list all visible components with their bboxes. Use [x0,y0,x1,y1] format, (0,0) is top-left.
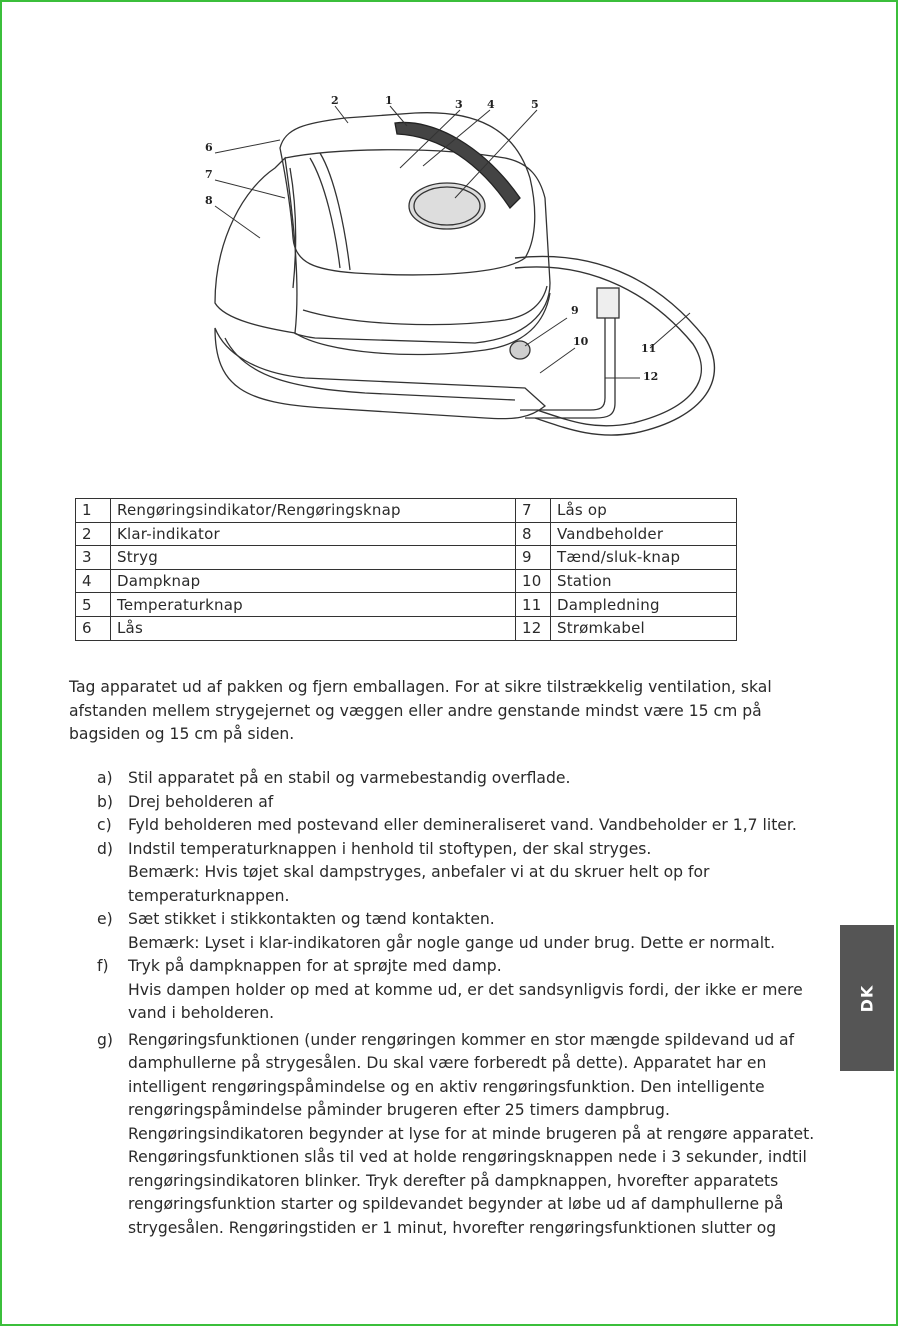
intro-paragraph: Tag apparatet ud af pakken og fjern emballagen. For at sikre tilstrækkelig ventilation, skal afstanden mellem strygejernet og væggen eller andre genstande mindst være 15 cm på bagsiden og 15 cm på siden. [69,678,772,743]
callout-10: 10 [573,335,589,348]
step-note: Bemærk: Hvis tøjet skal dampstryges, anbefaler vi at du skruer helt op for temperaturknappen. [128,863,710,905]
part-number: 10 [515,569,550,593]
steam-iron-diagram [185,88,745,488]
step-text: Stil apparatet på en stabil og varmebestandig overflade. [128,769,571,787]
list-item [97,1029,827,1241]
callout-11: 11 [641,342,657,355]
part-number: 1 [76,499,111,523]
step-marker: d) [97,839,113,858]
callout-5: 5 [531,98,539,111]
part-label: Strømkabel [550,616,736,640]
parts-table [75,498,737,641]
step-text: Fyld beholderen med postevand eller demineraliseret vand. Vandbeholder er 1,7 liter. [128,816,797,834]
step-text: Tryk på dampknappen for at sprøjte med damp. [128,957,502,975]
list-item [97,908,827,955]
step-marker: c) [97,816,112,834]
part-number: 4 [76,569,111,593]
step-marker: b) [97,792,113,811]
table-row [76,569,737,593]
part-label: Vandbeholder [550,522,736,546]
callout-12: 12 [643,370,659,383]
part-label: Station [550,569,736,593]
part-number: 7 [515,499,550,523]
language-tab-label: DK [857,984,877,1012]
table-row [76,593,737,617]
list-item [97,838,827,909]
callout-9: 9 [571,304,579,317]
list-item [97,767,827,791]
callout-8: 8 [205,194,213,207]
callout-3: 3 [455,98,463,111]
step-note: Hvis dampen holder op med at komme ud, er det sandsynligvis fordi, der ikke er mere vand i beholderen. [128,980,803,1022]
table-row [76,522,737,546]
callout-7: 7 [205,168,213,181]
instruction-list [97,767,827,1240]
step-text: Sæt stikket i stikkontakten og tænd kontakten. [128,910,495,928]
part-label: Dampledning [550,593,736,617]
step-marker: a) [97,769,113,787]
step-marker: e) [97,910,113,928]
part-number: 11 [515,593,550,617]
callout-6: 6 [205,141,213,154]
part-number: 3 [76,546,111,570]
step-text: Drej beholderen af [128,792,274,811]
part-number: 8 [515,522,550,546]
language-tab [840,925,894,1071]
part-label: Klar-indikator [111,522,516,546]
table-row [76,546,737,570]
part-number: 2 [76,522,111,546]
part-label: Temperaturknap [111,593,516,617]
step-note: Rengøringsindikatoren begynder at lyse for at minde brugeren på at rengøre apparatet. Rengøringsfunktionen slås til ved at holde rengøringsknappen nede i 3 sekunder, indtil rengøringsindikatoren blinker. Tryk derefter på dampknappen, hvorefter apparatets rengøringsfunktion starter og spildevandet begynder at løbe ud af damphullerne på strygesålen. Rengøringstiden er 1 minut, hvorefter rengøringsfunktionen slutter og [128,1124,815,1237]
callout-4: 4 [487,98,495,111]
part-number: 5 [76,593,111,617]
step-marker: g) [97,1030,113,1049]
step-text: Rengøringsfunktionen (under rengøringen kommer en stor mængde spildevand ud af damphullerne på strygesålen. Du skal være forberedt på dette). Apparatet har en intelligent rengøringspåmindelse og en aktiv rengøringsfunktion. Den intelligente rengøringspåmindelse påminder brugeren efter 25 timers dampbrug. [128,1030,795,1119]
part-label: Stryg [111,546,516,570]
list-item [97,814,827,838]
table-row [76,499,737,523]
part-label: Tænd/sluk-knap [550,546,736,570]
part-number: 9 [515,546,550,570]
part-label: Dampknap [111,569,516,593]
step-note: Bemærk: Lyset i klar-indikatoren går nogle gange ud under brug. Dette er normalt. [128,933,776,952]
part-label: Rengøringsindikator/Rengøringsknap [111,499,516,523]
callout-1: 1 [385,94,393,107]
list-item [97,791,827,815]
callout-2: 2 [331,94,339,107]
part-number: 6 [76,616,111,640]
part-label: Lås [111,616,516,640]
step-text: Indstil temperaturknappen i henhold til stoftypen, der skal stryges. [128,839,652,858]
step-marker: f) [97,957,109,975]
table-row [76,616,737,640]
part-label: Lås op [550,499,736,523]
list-item [97,955,827,1026]
part-number: 12 [515,616,550,640]
